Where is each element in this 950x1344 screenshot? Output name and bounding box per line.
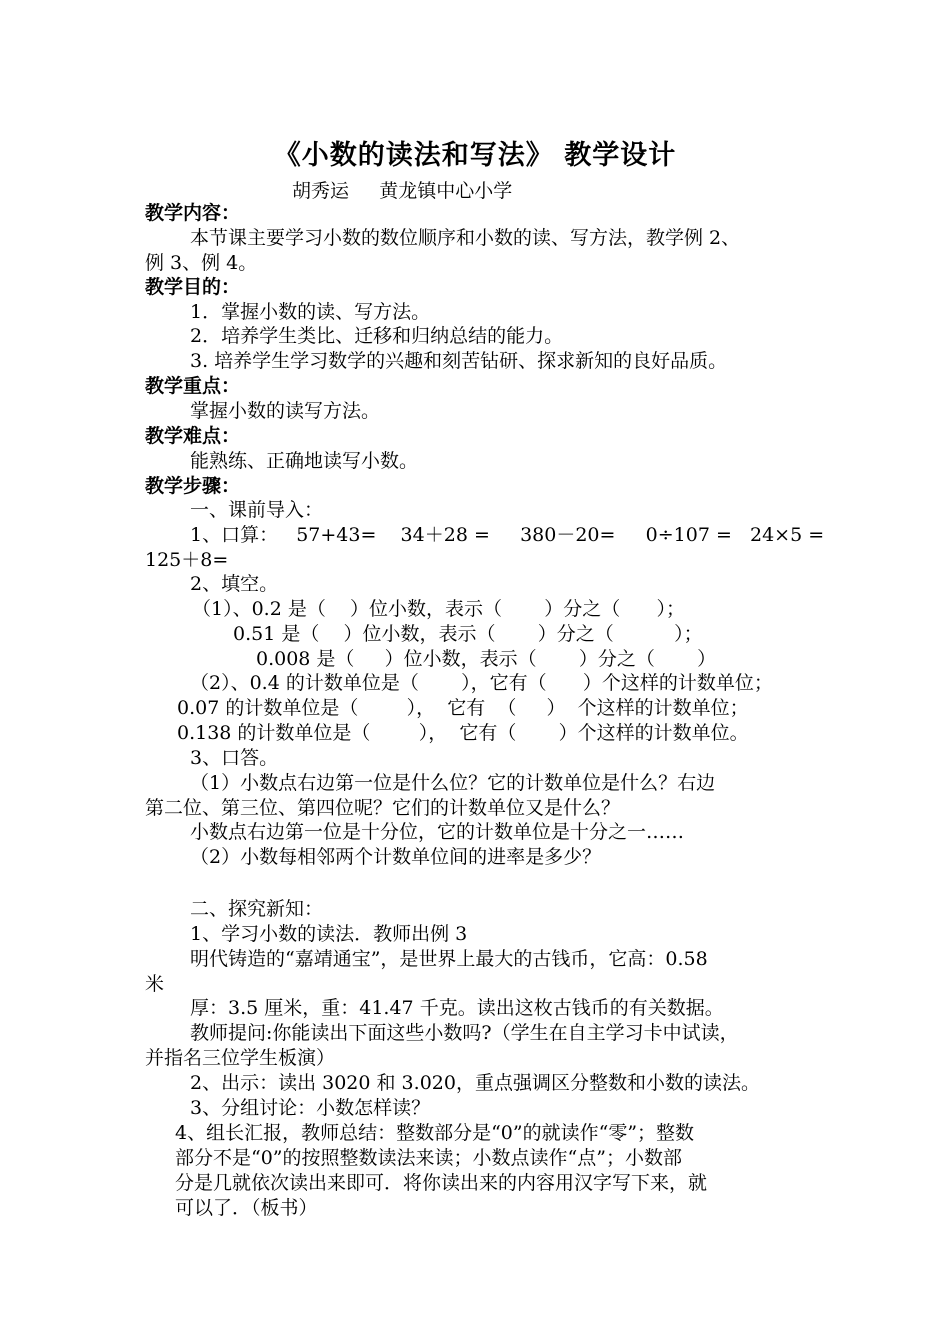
fill-blank-line: （1）、0.2 是（ ）位小数，表示（ ）分之（ ）； xyxy=(192,598,686,620)
fill-blank-line: （2）、0.4 的计数单位是（ ），它有（ ）个这样的计数单位； xyxy=(190,672,773,694)
paragraph-line: 分是几就依次读出来即可．将你读出来的内容用汉字写下来，就 xyxy=(175,1172,708,1194)
objective-item: 3. 培养学生学习数学的兴趣和刻苦钻研、探求新知的良好品质。 xyxy=(190,350,728,372)
author-line: 胡秀运 黄龙镇中心小学 xyxy=(292,180,513,202)
mental-math-line: 1、口算： 57+43= 34＋28 = 380－20= 0÷107 = 24×5 = xyxy=(190,524,825,546)
objective-item: 2．培养学生类比、迁移和归纳总结的能力。 xyxy=(190,325,564,347)
paragraph-line: 教师提问:你能读出下面这些小数吗?（学生在自主学习卡中试读， xyxy=(190,1022,739,1044)
heading-objectives: 教学目的： xyxy=(145,276,241,298)
objective-item: 1．掌握小数的读、写方法。 xyxy=(190,301,431,323)
question-line: 第二位、第三位、第四位呢？它们的计数单位又是什么？ xyxy=(145,797,621,819)
question-line: （1）小数点右边第一位是什么位？它的计数单位是什么？右边 xyxy=(190,772,716,794)
paragraph-line: 1、学习小数的读法．教师出例 3 xyxy=(190,923,468,945)
exercise-heading: 3、口答。 xyxy=(190,747,279,769)
fill-blank-line: 0.07 的计数单位是（ ）， 它有 （ ） 个这样的计数单位； xyxy=(177,697,749,719)
paragraph-line: 例 3、例 4。 xyxy=(145,252,258,274)
section-heading: 一、课前导入： xyxy=(190,499,324,521)
fill-blank-line: 0.138 的计数单位是（ ）， 它有（ ）个这样的计数单位。 xyxy=(177,722,749,744)
mental-math-line: 125＋8= xyxy=(145,549,229,571)
question-line: （2）小数每相邻两个计数单位间的进率是多少？ xyxy=(190,846,602,868)
paragraph-line: 能熟练、正确地读写小数。 xyxy=(190,450,419,472)
paragraph-line: 本节课主要学习小数的数位顺序和小数的读、写方法，教学例 2、 xyxy=(190,227,741,249)
paragraph-line: 并指名三位学生板演） xyxy=(145,1047,336,1069)
paragraph-line: 米 xyxy=(145,973,165,995)
fill-blank-line: 0.008 是（ ）位小数，表示（ ）分之（ ） xyxy=(256,648,717,670)
section-heading: 二、探究新知： xyxy=(190,898,324,920)
heading-content: 教学内容： xyxy=(145,202,241,224)
paragraph-line: 2、出示：读出 3020 和 3.020，重点强调区分整数和小数的读法。 xyxy=(190,1072,760,1094)
heading-difficulties: 教学难点： xyxy=(145,425,241,447)
document-title: 《小数的读法和写法》 教学设计 xyxy=(273,140,677,171)
paragraph-line: 明代铸造的“嘉靖通宝”，是世界上最大的古钱币，它高：0.58 xyxy=(190,948,708,970)
paragraph-line: 掌握小数的读写方法。 xyxy=(190,400,381,422)
paragraph-line: 厚：3.5 厘米，重：41.47 千克。读出这枚古钱币的有关数据。 xyxy=(190,997,724,1019)
answer-line: 小数点右边第一位是十分位，它的计数单位是十分之一…… xyxy=(190,821,685,843)
heading-steps: 教学步骤： xyxy=(145,475,241,497)
paragraph-line: 4、组长汇报，教师总结：整数部分是“0”的就读作“零”；整数 xyxy=(175,1122,695,1144)
exercise-heading: 2、填空。 xyxy=(190,573,279,595)
fill-blank-line: 0.51 是（ ）位小数，表示（ ）分之（ ）； xyxy=(233,623,703,645)
paragraph-line: 3、分组讨论：小数怎样读？ xyxy=(190,1097,431,1119)
heading-key-points: 教学重点： xyxy=(145,375,241,397)
paragraph-line: 部分不是“0”的按照整数读法来读；小数点读作“点”；小数部 xyxy=(175,1147,682,1169)
paragraph-line: 可以了．（板书） xyxy=(175,1197,318,1219)
